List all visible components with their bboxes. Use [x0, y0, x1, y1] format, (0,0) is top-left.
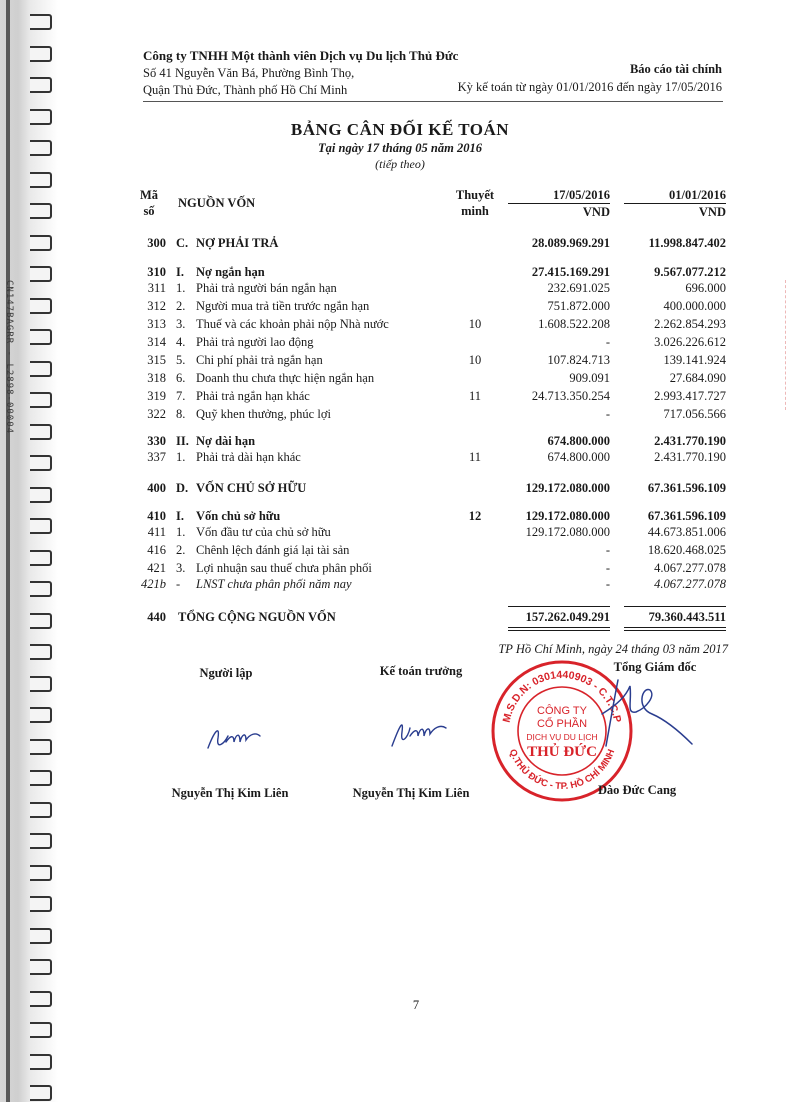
row-code: 318 — [147, 371, 166, 385]
binding-hole — [30, 865, 52, 881]
row-previous: 67.361.596.109 — [647, 509, 726, 523]
page-title: BẢNG CÂN ĐỐI KẾ TOÁN — [290, 120, 510, 139]
row-name: LNST chưa phân phối năm nay — [196, 577, 352, 591]
company-name: Công ty TNHH Một thành viên Dịch vụ Du lịch Thủ Đức — [143, 48, 459, 63]
row-current: 129.172.080.000 — [525, 509, 610, 523]
table-row — [0, 389, 800, 405]
row-index: I. — [176, 265, 184, 279]
total-current-underline — [508, 627, 610, 628]
binding-hole — [30, 770, 52, 786]
row-code: 337 — [147, 450, 166, 464]
binding-hole — [30, 1022, 52, 1038]
row-index: 1. — [176, 450, 186, 464]
table-row — [0, 561, 800, 577]
row-previous: 2.262.854.293 — [654, 317, 726, 331]
row-current: 674.800.000 — [547, 434, 610, 448]
row-index: I. — [176, 509, 184, 523]
preparer-name: Nguyễn Thị Kim Liên — [171, 786, 289, 800]
page-number: 7 — [412, 998, 420, 1012]
row-previous: 2.431.770.190 — [654, 434, 726, 448]
company-address-1: Số 41 Nguyễn Văn Bá, Phường Bình Thọ, — [143, 66, 355, 80]
table-row — [0, 577, 800, 593]
column-code-line1: Mã — [139, 188, 159, 202]
total-current-topline — [508, 606, 610, 607]
binding-hole — [30, 707, 52, 723]
row-previous: 2.431.770.190 — [654, 450, 726, 464]
binding-hole — [30, 676, 52, 692]
row-current: 129.172.080.000 — [525, 525, 610, 539]
row-code: 311 — [147, 281, 166, 295]
row-name: Chênh lệch đánh giá lại tài sản — [196, 543, 350, 557]
row-code: 440 — [147, 610, 166, 624]
director-signature-icon — [596, 674, 696, 754]
table-row — [0, 407, 800, 423]
row-name: Vốn đầu tư của chủ sở hữu — [196, 525, 331, 539]
row-previous: 717.056.566 — [663, 407, 726, 421]
row-note: 11 — [468, 450, 482, 464]
total-previous-double-underline — [624, 630, 726, 631]
table-row — [0, 481, 800, 497]
binding-hole — [30, 644, 52, 660]
row-current: 232.691.025 — [547, 281, 610, 295]
row-current: 27.415.169.291 — [531, 265, 610, 279]
column-code-line2: số — [143, 204, 155, 218]
director-name: Đào Đức Cang — [597, 783, 677, 797]
row-previous: 67.361.596.109 — [647, 481, 726, 495]
stamp-ring-top: M.S.D.N: 0301440903 - C.T.C.P — [500, 668, 624, 724]
total-previous-underline — [624, 627, 726, 628]
row-name: Doanh thu chưa thực hiện ngắn hạn — [196, 371, 375, 385]
binding-hole — [30, 46, 52, 62]
row-previous: 18.620.468.025 — [647, 543, 726, 557]
total-current-double-underline — [508, 630, 610, 631]
row-name: Phải trả dài hạn khác — [196, 450, 301, 464]
row-index: II. — [176, 434, 189, 448]
binding-hole — [30, 928, 52, 944]
row-current: 28.089.969.291 — [531, 236, 610, 250]
row-code: 411 — [147, 525, 166, 539]
binding-hole — [30, 203, 52, 219]
binding-hole — [30, 739, 52, 755]
binding-hole — [30, 14, 52, 30]
row-name: Phải trả người bán ngắn hạn — [196, 281, 337, 295]
director-title: Tổng Giám đốc — [613, 660, 697, 674]
table-row — [0, 317, 800, 333]
table-row — [0, 353, 800, 369]
row-previous: 3.026.226.612 — [654, 335, 726, 349]
row-previous: 4.067.277.078 — [654, 577, 726, 591]
stamp-ring-bottom: Q.THỦ ĐỨC - TP. HỒ CHÍ MINH — [506, 747, 618, 793]
row-name: VỐN CHỦ SỞ HỮU — [196, 481, 307, 495]
binding-hole — [30, 802, 52, 818]
row-current: 909.091 — [569, 371, 610, 385]
column-note-line1: Thuyết — [455, 188, 495, 202]
row-previous: 4.067.277.078 — [654, 561, 726, 575]
table-row — [0, 371, 800, 387]
row-index: 8. — [176, 407, 186, 421]
row-note: 11 — [468, 389, 482, 403]
stamp-line1: CÔNG TY — [537, 705, 587, 717]
row-name: Quỹ khen thưởng, phúc lợi — [196, 407, 331, 421]
table-row — [0, 509, 800, 525]
row-note: 10 — [468, 353, 482, 367]
table-row — [0, 525, 800, 541]
page-subtitle-date: Tại ngày 17 tháng 05 năm 2016 — [318, 141, 482, 155]
row-note: 10 — [468, 317, 482, 331]
row-index: 1. — [176, 525, 186, 539]
row-current: 129.172.080.000 — [525, 481, 610, 495]
row-code: 313 — [147, 317, 166, 331]
binding-hole — [30, 896, 52, 912]
row-code: 400 — [147, 481, 166, 495]
stamp-line3: DỊCH VỤ DU LỊCH — [526, 732, 598, 742]
table-row — [0, 265, 800, 281]
report-period: Kỳ kế toán từ ngày 01/01/2016 đến ngày 17/05/2016 — [457, 80, 722, 94]
preparer-signature-icon — [200, 718, 270, 758]
column-previous-underline — [624, 203, 726, 204]
row-name: Nợ ngắn hạn — [196, 265, 265, 279]
row-name: NỢ PHẢI TRẢ — [196, 236, 279, 250]
binding-hole — [30, 1085, 52, 1101]
row-previous: 696.000 — [685, 281, 726, 295]
row-previous: 9.567.077.212 — [654, 265, 726, 279]
column-note-line2: minh — [461, 204, 489, 218]
table-row — [0, 543, 800, 559]
total-previous-topline — [624, 606, 726, 607]
row-previous: 2.993.417.727 — [654, 389, 726, 403]
row-code: 322 — [147, 407, 166, 421]
report-label: Báo cáo tài chính — [629, 62, 722, 76]
row-current: - — [605, 407, 610, 421]
row-code: 300 — [147, 236, 166, 250]
row-index: 3. — [176, 561, 186, 575]
row-code: 314 — [147, 335, 166, 349]
row-index: 7. — [176, 389, 186, 403]
binding-hole — [30, 172, 52, 188]
row-name: Chi phí phải trả ngắn hạn — [196, 353, 323, 367]
table-row — [0, 335, 800, 351]
signing-place-date: TP Hồ Chí Minh, ngày 24 tháng 03 năm 2017 — [498, 642, 728, 656]
binding-hole — [30, 77, 52, 93]
row-current: 24.713.350.254 — [531, 389, 610, 403]
row-code: 416 — [147, 543, 166, 557]
company-address-2: Quận Thủ Đức, Thành phố Hồ Chí Minh — [143, 83, 348, 97]
row-current: - — [605, 543, 610, 557]
row-previous: 27.684.090 — [669, 371, 726, 385]
row-name: Phải trả người lao động — [196, 335, 314, 349]
row-current: 751.872.000 — [547, 299, 610, 313]
row-index: 2. — [176, 543, 186, 557]
accountant-signature-icon — [382, 712, 452, 752]
row-current: - — [605, 577, 610, 591]
column-previous-unit: VND — [698, 205, 726, 219]
row-code: 330 — [147, 434, 166, 448]
row-current: 157.262.049.291 — [525, 610, 610, 624]
row-note: 12 — [468, 509, 482, 523]
preparer-title: Người lập — [199, 666, 253, 680]
binding-hole — [30, 1054, 52, 1070]
table-row — [0, 299, 800, 315]
row-code: 315 — [147, 353, 166, 367]
row-code: 319 — [147, 389, 166, 403]
row-index: D. — [176, 481, 189, 495]
binding-hole — [30, 959, 52, 975]
accountant-name: Nguyễn Thị Kim Liên — [352, 786, 470, 800]
row-name: Phải trả ngắn hạn khác — [196, 389, 310, 403]
binding-hole — [30, 833, 52, 849]
row-index: 5. — [176, 353, 186, 367]
row-index: 2. — [176, 299, 186, 313]
row-previous: 79.360.443.511 — [648, 610, 726, 624]
row-code: 310 — [147, 265, 166, 279]
row-index: 6. — [176, 371, 186, 385]
row-name: TỔNG CỘNG NGUỒN VỐN — [178, 610, 336, 624]
table-row-total — [0, 610, 800, 626]
row-previous: 139.141.924 — [663, 353, 726, 367]
stamp-line4: THỦ ĐỨC — [527, 744, 597, 760]
row-index: 1. — [176, 281, 186, 295]
row-name: Thuế và các khoản phải nộp Nhà nước — [196, 317, 389, 331]
row-current: - — [605, 335, 610, 349]
row-index: C. — [176, 236, 189, 250]
stamp-line2: CỔ PHẦN — [536, 718, 588, 730]
row-code: 312 — [147, 299, 166, 313]
row-index: - — [176, 577, 181, 591]
column-current-underline — [508, 203, 610, 204]
chief-accountant-title: Kế toán trưởng — [379, 664, 463, 678]
column-current-unit: VND — [582, 205, 610, 219]
binding-serial: CN147BAGRR - L2898-00004 — [4, 280, 14, 435]
table-row — [0, 450, 800, 466]
table-row — [0, 434, 800, 450]
header-divider — [143, 101, 723, 102]
table-row — [0, 281, 800, 297]
row-name: Người mua trả tiền trước ngắn hạn — [196, 299, 370, 313]
column-current-date: 17/05/2016 — [553, 188, 610, 202]
row-code: 410 — [147, 509, 166, 523]
table-row — [0, 236, 800, 252]
row-current: 107.824.713 — [547, 353, 610, 367]
row-name: Lợi nhuận sau thuế chưa phân phối — [196, 561, 372, 575]
row-current: 1.608.522.208 — [538, 317, 610, 331]
row-name: Vốn chủ sở hữu — [196, 509, 281, 523]
row-current: - — [605, 561, 610, 575]
column-previous-date: 01/01/2016 — [669, 188, 726, 202]
row-previous: 11.998.847.402 — [648, 236, 726, 250]
row-index: 3. — [176, 317, 186, 331]
row-name: Nợ dài hạn — [196, 434, 256, 448]
row-previous: 44.673.851.006 — [647, 525, 726, 539]
page-subtitle-continued: (tiếp theo) — [375, 157, 425, 171]
row-code: 421b — [141, 577, 166, 591]
row-current: 674.800.000 — [547, 450, 610, 464]
row-index: 4. — [176, 335, 186, 349]
row-code: 421 — [147, 561, 166, 575]
column-name: NGUỒN VỐN — [178, 196, 256, 210]
row-previous: 400.000.000 — [663, 299, 726, 313]
